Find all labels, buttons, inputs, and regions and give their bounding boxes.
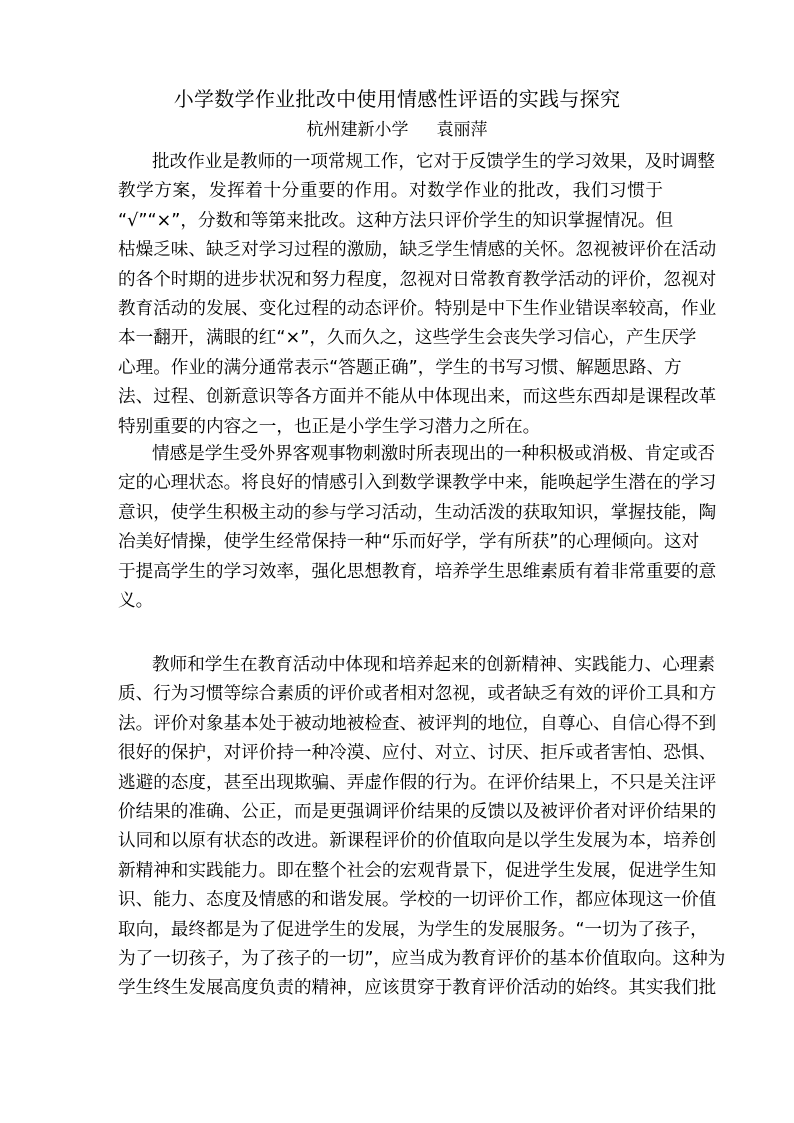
paragraph-line: 法。评价对象基本处于被动地被检查、被评判的地位，自尊心、自信心得不到 [118,713,717,734]
paragraph-line: 新精神和实践能力。即在整个社会的宏观背景下，促进学生发展，促进学生知 [118,860,717,881]
paragraph-line: 教育活动的发展、变化过程的动态评价。特别是中下生作业错误率较高，作业 [118,299,717,319]
paragraph-line: 特别重要的内容之一，也正是小学生学习潜力之所在。 [118,416,541,437]
paragraph-line: 取向，最终都是为了促进学生的发展，为学生的发展服务。“一切为了孩子， [118,919,708,940]
paragraph-line: 教学方案，发挥着十分重要的作用。对数学作业的批改，我们习惯于 [118,181,663,202]
paragraph-line: 定的心理状态。将良好的情感引入到数学课教学中来，能唤起学生潜在的学习 [118,473,717,494]
paragraph-line: 认同和以原有状态的改进。新课程评价的价值取向是以学生发展为本，培养创 [118,831,717,852]
paragraph-line: 枯燥乏味、缺乏对学习过程的激励，缺乏学生情感的关怀。忽视被评价在活动 [118,240,717,261]
paragraph-line: 的各个时期的进步状况和努力程度，忽视对日常教育教学活动的评价，忽视对 [118,269,717,290]
paragraph-line: 意识，使学生积极主动的参与学习活动，生动活泼的获取知识，掌握技能，陶 [118,502,717,523]
paragraph-line: 批改作业是教师的一项常规工作，它对于反馈学生的学习效果，及时调整 [152,152,716,172]
paragraph-line: 很好的保护，对评价持一种冷漠、应付、对立、讨厌、拒斥或者害怕、恐惧、 [118,743,717,764]
paragraph-line: 质、行为习惯等综合素质的评价或者相对忽视，或者缺乏有效的评价工具和方 [118,684,717,705]
paragraph-line: 为了一切孩子，为了孩子的一切”，应当成为教育评价的基本价值取向。这种为 [118,949,726,969]
paragraph-line: 于提高学生的学习效率，强化思想教育，培养学生思维素质有着非常重要的意 [118,561,717,582]
paragraph-line: 冶美好情操，使学生经常保持一种“乐而好学，学有所获”的心理倾向。这对 [118,532,700,553]
paragraph-line: “√”“×”，分数和等第来批改。这种方法只评价学生的知识掌握情况。但 [118,210,674,231]
paragraph-line: 情感是学生受外界客观事物刺激时所表现出的一种积极或消极、肯定或否 [152,444,716,464]
paragraph-line: 识、能力、态度及情感的和谐发展。学校的一切评价工作，都应体现这一价值 [118,890,717,911]
paragraph-line: 价结果的准确、公正，而是更强调评价结果的反馈以及被评价者对评价结果的 [118,802,717,822]
author-name: 袁丽萍 [436,120,488,140]
paragraph-line: 逃避的态度，甚至出现欺骗、弄虚作假的行为。在评价结果上，不只是关注评 [118,772,717,793]
paragraph-line: 本一翻开，满眼的红“×”，久而久之，这些学生会丧失学习信心，产生厌学 [118,328,697,349]
paragraph-line: 义。 [118,591,154,611]
author-school: 杭州建新小学 [306,120,409,140]
paragraph-line: 心理。作业的满分通常表示“答题正确”，学生的书写习惯、解题思路、方 [118,357,682,378]
paragraph-line: 学生终生发展高度负责的精神，应该贯穿于教育评价活动的始终。其实我们批 [118,978,717,999]
paragraph-line: 法、过程、创新意识等各方面并不能从中体现出来，而这些东西却是课程改革 [118,387,717,408]
paragraph-line: 教师和学生在教育活动中体现和培养起来的创新精神、实践能力、心理素 [152,655,716,675]
document-title: 小学数学作业批改中使用情感性评语的实践与探究 [173,87,621,111]
